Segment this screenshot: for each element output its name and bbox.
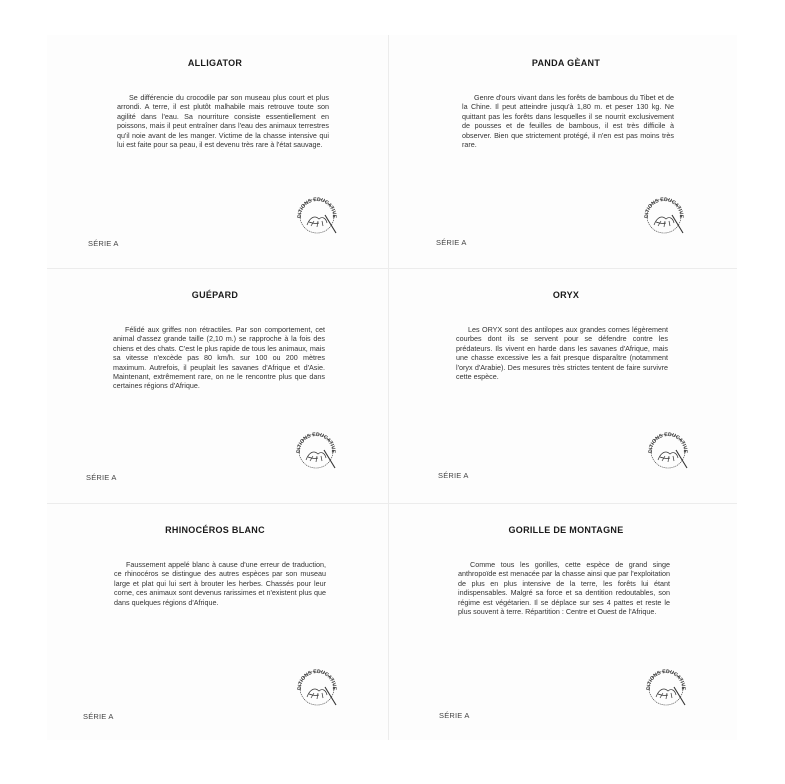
card-description: Félidé aux griffes non rétractiles. Par son comportement, cet animal d'assez grande taille (2,10 m.) se rapproche à la fois des chiens et des chats. C'est le plus rapide de tous les animaux, mais sa vitesse n'excède pas 80 km/h. sur 100 ou 200 mètres maximum. Autrefois, il peuplait les savanes d'Afrique et d'Asie. Maintenant, extrêmement rare, on ne le rencontre plus que dans certaines régions d'Afrique. bbox=[113, 325, 325, 391]
svg-text:EDITIONS EDUCATIVES: DITIONS EDUCATIVE bbox=[645, 668, 687, 691]
card-title: GUÉPARD bbox=[191, 290, 239, 300]
card-panda bbox=[406, 38, 726, 273]
publisher-seal-icon bbox=[295, 193, 339, 237]
card-title: RHINOCÉROS BLANC bbox=[165, 525, 265, 535]
vertical-divider bbox=[388, 35, 389, 740]
card-rhinoceros bbox=[55, 505, 375, 740]
card-series: SÉRIE A bbox=[439, 711, 470, 720]
card-series: SÉRIE A bbox=[86, 473, 117, 482]
card-title: PANDA GÈANT bbox=[531, 58, 601, 68]
publisher-seal-icon bbox=[295, 665, 339, 709]
svg-text:EDITIONS EDUCATIVES: DITIONS EDUCATIVE bbox=[647, 431, 689, 454]
card-guepard bbox=[55, 270, 375, 505]
card-description: Les ORYX sont des antilopes aux grandes cornes légèrement courbes dont ils se servent pour se défendre contre les prédateurs. Ils vivent en harde dans les savanes d'Afrique, mais une chasse excessive les a fait presque disparaître (notamment l'oryx d'Arabie). Des mesures très strictes tentent de faire survivre cette espèce. bbox=[456, 325, 668, 382]
card-title: GORILLE DE MONTAGNE bbox=[508, 525, 624, 535]
card-alligator bbox=[55, 38, 375, 273]
card-description: Faussement appelé blanc à cause d'une erreur de traduction, ce rhinocéros se distingue des autres espèces par son museau large et plat qui lui sert à brouter les herbes. Chassés pour leur corne, ces animaux sont devenus rarissimes et n'existent plus que dans quelques régions d'Afrique. bbox=[114, 560, 326, 607]
card-description: Se différencie du crocodile par son museau plus court et plus arrondi. A terre, il est plutôt malhabile mais retrouve toute son agilité dans l'eau. Sa nourriture consiste essentiellement en poissons, mais il peut entraîner dans l'eau des animaux terrestres qu'il noie avant de les manger. Victime de la chasse intensive qui lui est faite pour sa peau, il est devenu très rare à l'état sauvage. bbox=[117, 93, 329, 150]
publisher-seal-icon bbox=[644, 665, 688, 709]
svg-text:EDITIONS EDUCATIVES: DITIONS EDUCATIVE bbox=[296, 196, 338, 219]
card-series: SÉRIE A bbox=[88, 239, 119, 248]
card-description: Genre d'ours vivant dans les forêts de bambous du Tibet et de la Chine. Il peut atteindre jusqu'à 1,80 m. et peser 130 kg. Ne quittant pas les forêts dans lesquelles il se nourrit exclusivement de pousses et de feuilles de bambous, il est très difficile à observer. Bien que strictement protégé, il n'en est pas moins très rare. bbox=[462, 93, 674, 150]
card-series: SÉRIE A bbox=[438, 471, 469, 480]
publisher-seal-icon bbox=[642, 193, 686, 237]
card-description: Comme tous les gorilles, cette espèce de grand singe anthropoïde est menacée par la chasse ainsi que par l'exploitation de plus en plus intensive de la terre, les forêts lui étant indispensables. Malgré sa force et sa dentition redoutables, son régime est végétarien. Il se déplace sur ses 4 pattes et reste le plus souvent à terre. Répartition : Centre et Ouest de l'Afrique. bbox=[458, 560, 670, 617]
svg-text:EDITIONS EDUCATIVES: DITIONS EDUCATIVE bbox=[295, 431, 337, 454]
card-oryx bbox=[406, 270, 726, 505]
card-title: ALLIGATOR bbox=[187, 58, 243, 68]
publisher-seal-icon bbox=[294, 428, 338, 472]
card-gorille bbox=[406, 505, 726, 740]
card-title: ORYX bbox=[552, 290, 580, 300]
card-series: SÉRIE A bbox=[83, 712, 114, 721]
svg-text:EDITIONS EDUCATIVES: DITIONS EDUCATIVE bbox=[643, 196, 685, 219]
svg-text:EDITIONS EDUCATIVES: DITIONS EDUCATIVE bbox=[296, 668, 338, 691]
publisher-seal-icon bbox=[646, 428, 690, 472]
card-series: SÉRIE A bbox=[436, 238, 467, 247]
